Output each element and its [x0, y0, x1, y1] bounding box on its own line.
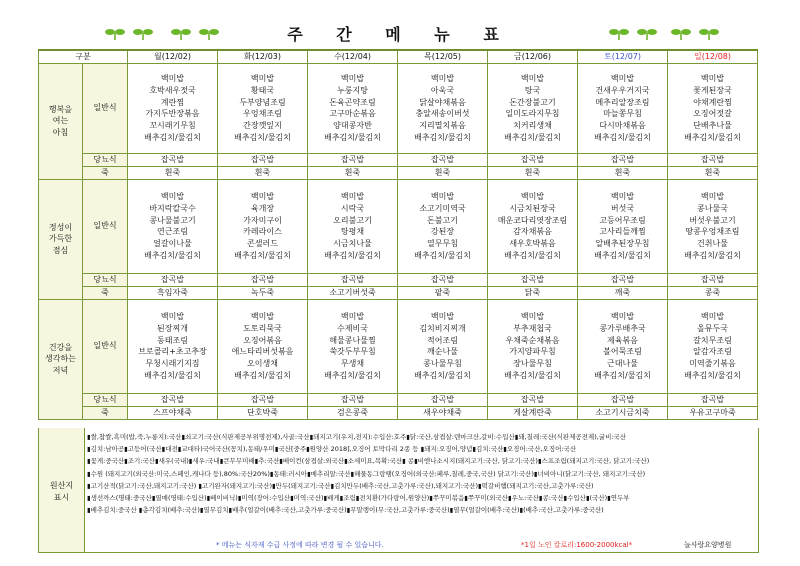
menu-cell: 새우야채죽	[398, 406, 488, 419]
facility-name: 늘사랑요양병원	[684, 541, 732, 549]
menu-cell: 잡곡밥	[398, 273, 488, 286]
page-title: 주 간 메 뉴 표	[287, 25, 513, 44]
menu-cell: 검은콩죽	[308, 406, 398, 419]
origin-line: ▮고기산적(닭고기:국산,돼지고기:국산) ▮고기완자(돼지고기:국산)▮만두(돼지고기:국산▮김치만두(배추:국산,고춧가루:국산),돼지고기:국산)▮떡갈비햄(돼지고기:국산,고춧가루:국산)	[87, 481, 594, 490]
lunch-porridge-row	[39, 286, 758, 299]
menu-cell: 백미밥 탕국 돈간장불고기 일미도라지무침 치커리생채 배추김치/물김치	[488, 63, 578, 153]
menu-cell: 잡곡밥	[488, 153, 578, 166]
menu-cell: 게살계란죽	[488, 406, 578, 419]
menu-cell: 깨죽	[578, 286, 668, 299]
menu-cell: 잡곡밥	[128, 393, 218, 406]
menu-cell: 흰죽	[578, 166, 668, 179]
menu-cell: 백미밥 도토리묵국 오징어볶음 애느타리버섯볶음 오이생채 배추김치/물김치	[218, 299, 308, 393]
menu-cell: 잡곡밥	[128, 273, 218, 286]
menu-cell: 백미밥 버섯국 고등어무조림 고사리들깨찜 알배추된장무침 배추김치/물김치	[578, 179, 668, 273]
dinner-main-row	[39, 299, 758, 393]
page-header	[0, 0, 800, 44]
sprout-icon	[636, 26, 658, 40]
origin-label-line: 원산지	[49, 481, 74, 490]
origin-section	[38, 428, 759, 553]
origin-line: ▮쌀,찹쌀,흑미(밥,죽,누룽지):국산▮쇠고기:국산(식판제공부위명전제),사골:국산▮돼지고기(우지,전지):수입산:호주▮닭:국산,삼겹살:덴마크산,갈비:수입산▮돼,칠레:국산(식판제공전제),굴비:국산	[87, 433, 627, 441]
row-label: 죽	[83, 286, 128, 299]
dinner-diabetic-row	[39, 393, 758, 406]
header-day-saturday: 토(12/07)	[578, 50, 668, 63]
menu-cell: 백미밥 올뮤두국 갈치무조림 알감자조림 미역줄기볶음 배추김치/물김치	[668, 299, 758, 393]
menu-cell: 잡곡밥	[308, 153, 398, 166]
menu-cell: 잡곡밥	[218, 393, 308, 406]
menu-cell: 백미밥 김치비지찌개 적어조림 깨순나물 콩나물무침 배추김치/물김치	[398, 299, 488, 393]
row-label: 죽	[83, 166, 128, 179]
menu-cell: 백미밥 부추재첩국 우채죽순채볶음 가지양파무침 장나물무침 배추김치/물김치	[488, 299, 578, 393]
menu-cell: 잡곡밥	[668, 273, 758, 286]
breakfast-diabetic-row	[39, 153, 758, 166]
origin-label-line: 표시	[53, 493, 70, 502]
weekly-menu-table	[38, 49, 758, 420]
menu-cell: 소고기시금치죽	[578, 406, 668, 419]
origin-line: ▮생선까스(명태:중국산▮열매(영태:수입산)▮베이비닉)▮미역(장어:수입산▮미역:국산)▮배게▮조림▮전치환(가다랑어,원양산)▮쭈꾸미볶음▮쭈꾸미(외국산▮우노:국산▮콩:국산▮수입산▮(국산)▮연두부	[87, 494, 630, 503]
menu-cell: 백미밥 바지락칼국수 콩나물불고기 연근조림 얼갈이나물 배추김치/물김치	[128, 179, 218, 273]
menu-cell: 백미밥 콩가루배추국 제육볶음 볼어묵조림 근대나물 배추김치/물김치	[578, 299, 668, 393]
menu-cell: 흑임자죽	[128, 286, 218, 299]
menu-cell: 백미밥 꽃게된장국 야채계란찜 오징어젓갈 단배추나물 배추김치/물김치	[668, 63, 758, 153]
menu-cell: 소고기버섯죽	[308, 286, 398, 299]
header-day: 목(12/05)	[398, 50, 488, 63]
sprout-icon	[608, 26, 630, 40]
menu-cell: 백미밥 호박새우젓국 계란찜 가지두반장볶음 꼬시래기무침 배추김치/물김치	[128, 63, 218, 153]
menu-cell: 백미밥 황태국 두부양념조림 우엉채조림 간장깻잎지 배추김치/물김치	[218, 63, 308, 153]
footer	[86, 540, 756, 550]
origin-line: ▮김치:남아공▮고등어(국산▮대전▮교대타)국어국산(꽁치),동태/우미▮국산[중주▮원양산 2018],오징어 토막다리 2종 등 ▮돼지:오징어,양념▮김치:국산▮오징어:국산,오징어:국산	[87, 445, 577, 454]
menu-cell: 잡곡밥	[128, 153, 218, 166]
origin-label	[39, 428, 85, 552]
row-label: 죽	[83, 406, 128, 419]
menu-cell: 백미밥 시금치된장국 매운코다리엿장조림 감자채볶음 새우호박볶음 배추김치/물김치	[488, 179, 578, 273]
menu-cell: 흰죽	[128, 166, 218, 179]
menu-cell: 잡곡밥	[578, 393, 668, 406]
menu-cell: 잡곡밥	[578, 273, 668, 286]
menu-cell: 잡곡밥	[218, 153, 308, 166]
header-day: 금(12/06)	[488, 50, 578, 63]
menu-cell: 흰죽	[668, 166, 758, 179]
menu-cell: 닭죽	[488, 286, 578, 299]
menu-cell: 백미밥 시락국 오리불고기 탕평채 시금치나물 배추김치/물김치	[308, 179, 398, 273]
calorie-note: *1일 노인 칼로리:1600-2000kcal*	[521, 541, 633, 549]
menu-cell: 백미밥 수제비국 해물콩나물찜 쑥갓두부무침 무생채 배추김치/물김치	[308, 299, 398, 393]
origin-line: ▮수원 (돼지고기(외국산:미국,스페인,캐나다 등),80%:국산20%)▮동태:러시아▮메추리알:국산▮해물동그랑땡(오징어(외국산:페루,칠레,중국,국산) 닭고기:국산)▮너비아니(닭고기:국산, 돼지고기:국산)	[87, 469, 646, 478]
lunch-main-row	[39, 179, 758, 273]
menu-cell: 잡곡밥	[218, 273, 308, 286]
sprout-icon	[670, 26, 692, 40]
menu-cell: 단호박죽	[218, 406, 308, 419]
row-label: 일반식	[83, 63, 128, 153]
header-row	[39, 50, 758, 63]
section-label-breakfast: 행복을 여는 아침	[39, 63, 83, 179]
header-day: 월(12/02)	[128, 50, 218, 63]
row-label: 당뇨식	[83, 153, 128, 166]
breakfast-main-row	[39, 63, 758, 153]
menu-cell: 백미밥 콩나물국 버섯우불고기 땅콩우엉채조림 건취나물 배추김치/물김치	[668, 179, 758, 273]
menu-cell: 잡곡밥	[398, 153, 488, 166]
lunch-diabetic-row	[39, 273, 758, 286]
menu-cell: 스프야채죽	[128, 406, 218, 419]
menu-cell: 잡곡밥	[308, 393, 398, 406]
header-day: 화(12/03)	[218, 50, 308, 63]
row-label: 일반식	[83, 299, 128, 393]
menu-cell: 백미밥 아욱국 닭살야채볶음 충알새송이버섯 지리멸치볶음 배추김치/물김치	[398, 63, 488, 153]
menu-cell: 잡곡밥	[668, 393, 758, 406]
menu-cell: 잡곡밥	[308, 273, 398, 286]
menu-cell: 녹두죽	[218, 286, 308, 299]
menu-cell: 콩죽	[668, 286, 758, 299]
origin-text	[87, 431, 755, 516]
header-day: 수(12/04)	[308, 50, 398, 63]
menu-cell: 백미밥 건새우우거지국 메추리알장조림 마늘쫑무침 다시마채볶음 배추김치/물김치	[578, 63, 668, 153]
header-corner: 구분	[39, 50, 128, 63]
sprout-icon	[698, 26, 720, 40]
row-label: 일반식	[83, 179, 128, 273]
section-label-lunch: 정성이 가득한 점심	[39, 179, 83, 299]
menu-change-note: * 메뉴는 식자재 수급 사정에 따라 변경 될 수 있습니다.	[216, 541, 384, 549]
menu-cell: 잡곡밥	[488, 273, 578, 286]
row-label: 당뇨식	[83, 273, 128, 286]
header-day-sunday: 일(12/08)	[668, 50, 758, 63]
menu-cell: 잡곡밥	[398, 393, 488, 406]
section-label-dinner: 건강을 생각하는 저녁	[39, 299, 83, 419]
menu-cell: 백미밥 된장찌개 동태조림 브로콜리+초고추장 무청시래기지짐 배추김치/물김치	[128, 299, 218, 393]
menu-cell: 백미밥 소고기미역국 돈불고기 강된장 열무무침 배추김치/물김치	[398, 179, 488, 273]
row-label: 당뇨식	[83, 393, 128, 406]
menu-cell: 우유고구마죽	[668, 406, 758, 419]
menu-cell: 백미밥 누룽지탕 돈육곤약조림 고구마순볶음 양대콩자반 배추김치/물김치	[308, 63, 398, 153]
menu-cell: 흰죽	[488, 166, 578, 179]
menu-cell: 흰죽	[308, 166, 398, 179]
menu-cell: 잡곡밥	[668, 153, 758, 166]
menu-cell: 팥죽	[398, 286, 488, 299]
origin-line: ▮배추김치:중국산 ▮총각김치(배추:국산)▮열무김치▮배추(얼갈이(배추:국산,고춧가루:중국산)▮무말랭이(무:국산,고춧가루:중국산)▮열무(얼갈이(배추:국산)▮(배추:국산,고춧가루:중국산)	[87, 506, 604, 515]
menu-cell: 흰죽	[218, 166, 308, 179]
origin-line: ▮꽃게:중국산▮조기:국산▮새우(국내)▮새우:국내▮큰무무미배▮추:국산▮베이컨(삼겹살:외국산▮소세미요,목확:국산▮ 콩▮비엔나소시지(돼지고기:국산, 닭고기:국산)▮스프조림(돼지고기:국산, 닭고기:국산)	[87, 457, 650, 466]
breakfast-porridge-row	[39, 166, 758, 179]
menu-cell: 흰죽	[398, 166, 488, 179]
menu-cell: 잡곡밥	[578, 153, 668, 166]
dinner-porridge-row	[39, 406, 758, 419]
menu-cell: 잡곡밥	[488, 393, 578, 406]
menu-cell: 백미밥 육개장 가자미구이 카레라이스 콘샐러드 배추김치/물김치	[218, 179, 308, 273]
